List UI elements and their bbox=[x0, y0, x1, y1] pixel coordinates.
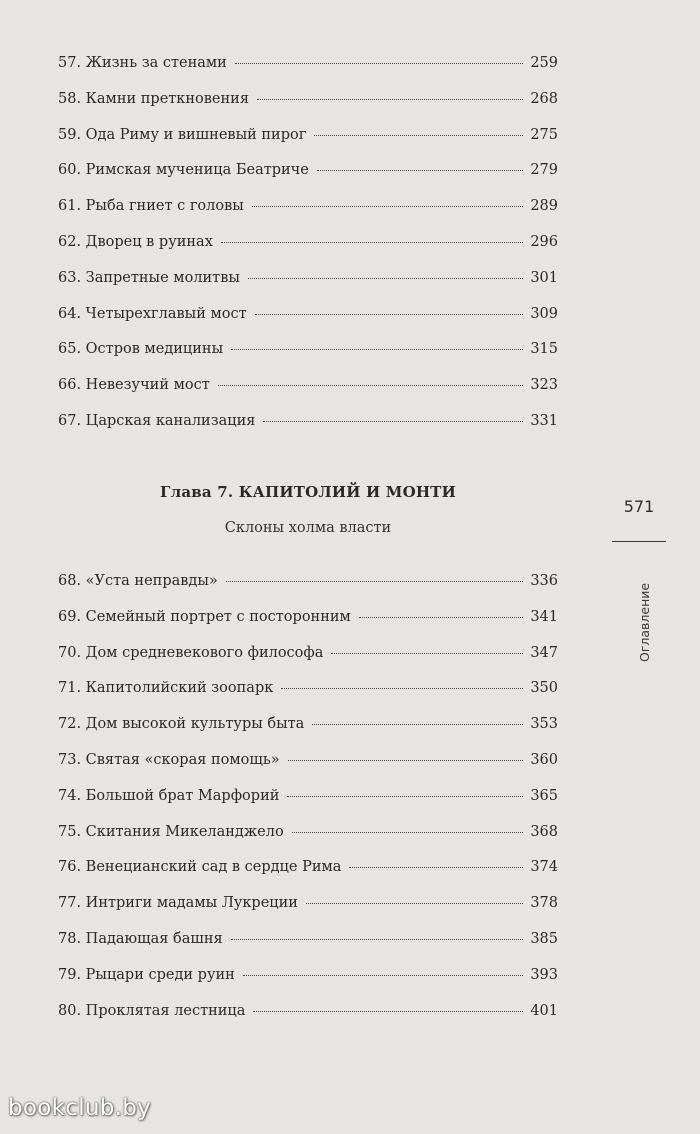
toc-entry-page: 259 bbox=[530, 55, 558, 71]
toc-entry-title: 69. Семейный портрет с посторонним bbox=[58, 608, 351, 625]
toc-entry bbox=[58, 886, 558, 922]
toc-entry-title: 60. Римская мученица Беатриче bbox=[58, 162, 309, 179]
toc-entry bbox=[58, 958, 558, 994]
toc-entry-page: 341 bbox=[530, 608, 558, 625]
toc-entry-title: 80. Проклятая лестница bbox=[58, 1002, 246, 1019]
toc-entry-page: 336 bbox=[530, 573, 558, 589]
toc-entry bbox=[58, 636, 558, 672]
toc-leader-dots bbox=[359, 616, 523, 618]
running-header-label: Оглавление bbox=[637, 582, 652, 662]
toc-entry-title: 73. Святая «скорая помощь» bbox=[58, 751, 280, 768]
toc-entry bbox=[58, 82, 558, 118]
toc-entry-page: 315 bbox=[530, 341, 558, 358]
toc-leader-dots bbox=[317, 169, 523, 171]
toc-entry-page: 360 bbox=[530, 751, 558, 768]
toc-entry-title: 66. Невезучий мост bbox=[58, 377, 210, 394]
toc-entry-title: 67. Царская канализация bbox=[58, 412, 256, 429]
toc-leader-dots bbox=[231, 938, 524, 940]
toc-entry bbox=[58, 815, 558, 851]
toc-entry bbox=[58, 707, 558, 743]
toc-entry-page: 296 bbox=[530, 233, 558, 250]
toc-entry bbox=[58, 600, 558, 636]
toc-leader-dots bbox=[281, 687, 523, 689]
toc-entry bbox=[58, 368, 558, 404]
toc-entry-title: 63. Запретные молитвы bbox=[58, 269, 240, 286]
toc-entry bbox=[58, 332, 558, 368]
toc-leader-dots bbox=[252, 205, 524, 207]
toc-entry-page: 385 bbox=[530, 930, 558, 947]
toc-entry-page: 323 bbox=[530, 377, 558, 394]
toc-leader-dots bbox=[243, 974, 523, 976]
toc-leader-dots bbox=[248, 277, 523, 279]
toc-entry bbox=[58, 153, 558, 189]
toc-entry-title: 79. Рыцари среди руин bbox=[58, 966, 235, 983]
toc-entry-title: 78. Падающая башня bbox=[58, 930, 223, 947]
toc-entry-title: 58. Камни преткновения bbox=[58, 90, 249, 107]
chapter-heading: Глава 7. КАПИТОЛИЙ И МОНТИ bbox=[160, 483, 456, 501]
toc-entry-page: 268 bbox=[530, 90, 558, 107]
page-number: 571 bbox=[623, 497, 655, 516]
toc-entry-title: 76. Венецианский сад в сердце Рима bbox=[58, 859, 342, 876]
toc-entry-title: 75. Скитания Микеланджело bbox=[58, 823, 284, 840]
toc-entry-title: 77. Интриги мадамы Лукреции bbox=[58, 895, 298, 912]
toc-entry-title: 68. «Уста неправды» bbox=[58, 573, 218, 589]
watermark-text: bookclub.by bbox=[8, 1095, 152, 1121]
toc-leader-dots bbox=[292, 831, 524, 833]
toc-leader-dots bbox=[306, 902, 523, 904]
toc-entry bbox=[58, 46, 558, 82]
toc-leader-dots bbox=[288, 759, 524, 761]
toc-entry-page: 309 bbox=[530, 305, 558, 322]
toc-entry bbox=[58, 564, 558, 600]
toc-entry bbox=[58, 850, 558, 886]
toc-entry bbox=[58, 779, 558, 815]
toc-entry bbox=[58, 994, 558, 1030]
toc-leader-dots bbox=[226, 580, 524, 582]
toc-entry-title: 70. Дом средневекового философа bbox=[58, 644, 324, 661]
toc-entry-title: 59. Ода Риму и вишневый пирог bbox=[58, 126, 307, 143]
toc-entry-page: 393 bbox=[530, 966, 558, 983]
toc-entry-page: 378 bbox=[530, 895, 558, 912]
toc-entry-title: 57. Жизнь за стенами bbox=[58, 55, 227, 71]
toc-leader-dots bbox=[331, 652, 523, 654]
toc-leader-dots bbox=[218, 384, 524, 386]
toc-entry-page: 353 bbox=[530, 716, 558, 733]
toc-entry-title: 62. Дворец в руинах bbox=[58, 233, 213, 250]
toc-entry-page: 301 bbox=[530, 269, 558, 286]
toc-leader-dots bbox=[257, 98, 523, 100]
toc-entry-page: 347 bbox=[530, 644, 558, 661]
toc-leader-dots bbox=[255, 313, 524, 315]
toc-entry bbox=[58, 922, 558, 958]
toc-leader-dots bbox=[253, 1010, 523, 1012]
toc-entry bbox=[58, 297, 558, 333]
chapter-subtitle: Склоны холма власти bbox=[224, 520, 392, 536]
toc-entry-title: 64. Четырехглавый мост bbox=[58, 305, 247, 322]
toc-entry bbox=[58, 225, 558, 261]
toc-entry-title: 74. Большой брат Марфорий bbox=[58, 787, 280, 804]
toc-list-part1 bbox=[58, 46, 558, 440]
toc-entry bbox=[58, 404, 558, 440]
toc-entry-title: 65. Остров медицины bbox=[58, 341, 224, 358]
toc-entry-page: 279 bbox=[530, 162, 558, 179]
toc-entry-page: 374 bbox=[530, 859, 558, 876]
toc-entry bbox=[58, 671, 558, 707]
toc-entry-page: 365 bbox=[530, 787, 558, 804]
toc-entry-page: 275 bbox=[530, 126, 558, 143]
margin-divider bbox=[612, 541, 666, 542]
toc-list-part2 bbox=[58, 564, 558, 1029]
toc-leader-dots bbox=[231, 348, 523, 350]
toc-leader-dots bbox=[221, 241, 523, 243]
toc-entry-page: 350 bbox=[530, 680, 558, 697]
toc-entry-page: 289 bbox=[530, 198, 558, 215]
toc-entry bbox=[58, 118, 558, 154]
toc-entry-title: 71. Капитолийский зоопарк bbox=[58, 680, 274, 697]
toc-entry bbox=[58, 261, 558, 297]
toc-leader-dots bbox=[349, 866, 523, 868]
toc-entry-title: 72. Дом высокой культуры быта bbox=[58, 716, 305, 733]
toc-entry-title: 61. Рыба гниет с головы bbox=[58, 198, 244, 215]
toc-leader-dots bbox=[312, 723, 523, 725]
toc-leader-dots bbox=[263, 420, 523, 422]
toc-entry-page: 401 bbox=[530, 1002, 558, 1019]
toc-entry bbox=[58, 189, 558, 225]
toc-leader-dots bbox=[235, 62, 523, 64]
toc-entry-page: 368 bbox=[530, 823, 558, 840]
toc-leader-dots bbox=[287, 795, 523, 797]
toc-entry bbox=[58, 743, 558, 779]
toc-leader-dots bbox=[314, 134, 523, 136]
toc-entry-page: 331 bbox=[530, 412, 558, 429]
